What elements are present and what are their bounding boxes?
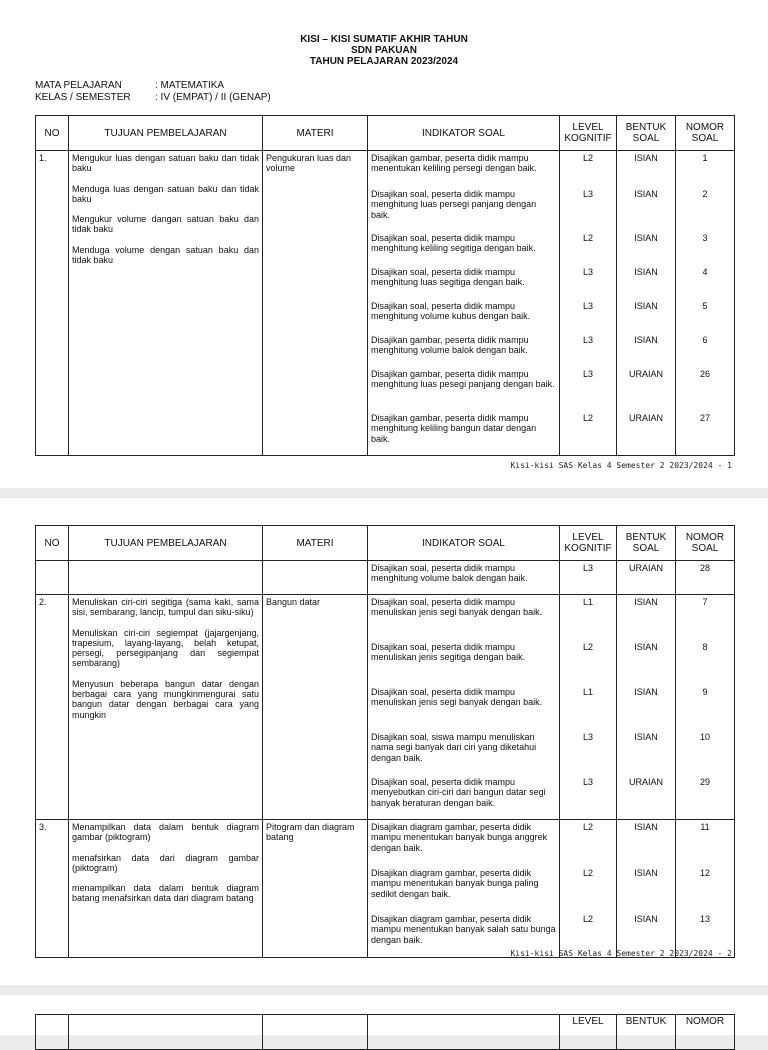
tujuan-item: Menuliskan ciri-ciri segiempat (jajargenjang, trapesium, layang-layang, belah ketupat, persegi, persegipanjang dan segiempat sembarang) (72, 627, 259, 669)
bentuk-value: ISIAN (634, 153, 658, 163)
indikator-text: Disajikan diagram gambar, peserta didik mampu menentukan banyak bunga paling sedikit dengan baik. (371, 868, 539, 899)
nomor-value: 4 (702, 267, 708, 277)
kisi-table-2 (35, 525, 735, 958)
class-key: KELAS / SEMESTER (35, 91, 131, 103)
indikator-text: Disajikan soal, peserta didik mampu menghitung volume kubus dengan baik. (371, 301, 531, 322)
header-bentuk-partial: BENTUK (617, 1015, 676, 1050)
nomor-value: 1 (702, 153, 708, 163)
bentuk-value: URAIAN (628, 369, 663, 379)
bentuk-value: ISIAN (634, 868, 658, 878)
level-value: L3 (582, 301, 593, 311)
doc-meta (35, 80, 271, 103)
level-value: L2 (582, 868, 593, 878)
materi-cell: Bangun datar (263, 595, 368, 820)
nomor-cell: 28 (676, 561, 735, 595)
level-value: L2 (582, 642, 593, 652)
tujuan-cell (69, 151, 263, 456)
class-value: : IV (EMPAT) / II (GENAP) (155, 91, 271, 103)
level-value: L3 (582, 732, 593, 742)
level-cell (560, 595, 617, 820)
materi-cell: Pitogram dan diagram batang (263, 820, 368, 958)
indikator-text: Disajikan diagram gambar, peserta didik mampu menentukan banyak bunga anggrek dengan baik. (371, 822, 548, 853)
doc-title: KISI – KISI SUMATIF AKHIR TAHUN (300, 34, 468, 45)
level-value: L3 (582, 189, 593, 199)
nomor-value: 10 (699, 732, 710, 742)
level-value: L2 (582, 413, 593, 423)
tujuan-item: menafsirkan data dari diagram gambar (piktogram) (72, 852, 259, 873)
bentuk-value: ISIAN (634, 335, 658, 345)
bentuk-cell (617, 151, 676, 456)
bentuk-value: ISIAN (634, 687, 658, 697)
header-tujuan: TUJUAN PEMBELAJARAN (69, 526, 263, 561)
header-no: NO (36, 526, 69, 561)
indikator-text: Disajikan soal, peserta didik mampu menuliskan jenis segitiga dengan baik. (371, 642, 526, 663)
level-cell (560, 151, 617, 456)
nomor-value: 5 (702, 301, 708, 311)
bentuk-value: URAIAN (628, 777, 663, 787)
bentuk-value: ISIAN (634, 642, 658, 652)
level-value: L2 (582, 914, 593, 924)
level-value: L3 (582, 777, 593, 787)
level-value: L1 (582, 597, 593, 607)
indikator-cell (368, 151, 560, 456)
bentuk-value: ISIAN (634, 267, 658, 277)
subject-value: : MATEMATIKA (155, 80, 225, 91)
tujuan-item: Menduga luas dengan satuan baku dan tidak baku (72, 183, 259, 204)
tujuan-item: Menduga volume dengan satuan baku dan tidak baku (72, 244, 259, 266)
table-header-row (36, 526, 735, 561)
nomor-cell (676, 595, 735, 820)
header-level: LEVEL KOGNITIF (560, 526, 617, 561)
header-bentuk: BENTUK SOAL (617, 526, 676, 561)
bentuk-value: ISIAN (634, 233, 658, 243)
indikator-text: Disajikan gambar, peserta didik mampu menghitung luas pesegi panjang dengan baik. (371, 369, 555, 390)
nomor-value: 8 (702, 642, 708, 652)
nomor-value: 26 (699, 369, 710, 379)
nomor-value: 12 (699, 868, 710, 878)
school-name: SDN PAKUAN (351, 45, 417, 56)
indikator-text: Disajikan soal, peserta didik mampu menyebutkan ciri-ciri dari bangun datar segi banyak beraturan dengan baik. (371, 777, 546, 808)
table-row (36, 595, 735, 820)
page-footer: Kisi-kisi SAS Kelas 4 Semester 2 2023/2024 - 1 (510, 461, 732, 470)
nomor-value: 6 (702, 335, 708, 345)
nomor-cell (676, 820, 735, 958)
row-no: 3. (36, 820, 69, 958)
tujuan-item: menampilkan data dalam bentuk diagram batang menafsirkan data dari diagram batang (72, 883, 259, 904)
row-no: 1. (36, 151, 69, 456)
bentuk-cell: URAIAN (617, 561, 676, 595)
indikator-text: Disajikan soal, peserta didik mampu menghitung luas segitiga dengan baik. (371, 267, 525, 288)
indikator-text: Disajikan gambar, peserta didik mampu menentukan keliling persegi dengan baik. (371, 153, 537, 174)
header-nomor-partial: NOMOR (676, 1015, 735, 1050)
bentuk-value: ISIAN (634, 597, 658, 607)
header-no: NO (36, 116, 69, 151)
header-materi: MATERI (263, 526, 368, 561)
indikator-text: Disajikan soal, peserta didik mampu menghitung luas persegi panjang dengan baik. (371, 189, 537, 220)
tujuan-item: Menampilkan data dalam bentuk diagram gambar (piktogram) (72, 822, 259, 843)
kisi-table-1 (35, 115, 735, 456)
indikator-text: Disajikan diagram gambar, peserta didik mampu menentukan banyak salah satu bunga dengan baik. (371, 914, 556, 945)
nomor-cell (676, 151, 735, 456)
header-indikator: INDIKATOR SOAL (368, 116, 560, 151)
header-indikator: INDIKATOR SOAL (368, 526, 560, 561)
subject-key: MATA PELAJARAN (35, 80, 122, 91)
indikator-text: Disajikan gambar, peserta didik mampu menghitung keliling bangun datar dengan baik. (371, 413, 537, 444)
level-value: L3 (582, 335, 593, 345)
indikator-text: Disajikan soal, peserta didik mampu menuliskan jenis segi banyak dengan baik. (371, 687, 543, 708)
bentuk-value: URAIAN (628, 413, 663, 423)
bentuk-value: ISIAN (634, 822, 658, 832)
header-level: LEVEL KOGNITIF (560, 116, 617, 151)
document-page-2 (0, 498, 768, 985)
header-level-partial: LEVEL (560, 1015, 617, 1050)
indikator-text: Disajikan soal, siswa mampu menuliskan nama segi banyak dari ciri yang diketahui dengan baik. (371, 732, 537, 763)
page-footer: Kisi-kisi SAS Kelas 4 Semester 2 2023/2024 - 2 (510, 949, 732, 958)
nomor-value: 27 (699, 413, 710, 423)
materi-cell: Pengukuran luas dan volume (263, 151, 368, 456)
bentuk-value: ISIAN (634, 914, 658, 924)
level-value: L2 (582, 153, 593, 163)
header-tujuan: TUJUAN PEMBELAJARAN (69, 116, 263, 151)
school-year: TAHUN PELAJARAN 2023/2024 (309, 56, 459, 67)
nomor-value: 7 (702, 597, 708, 607)
bentuk-value: ISIAN (634, 301, 658, 311)
nomor-value: 2 (702, 189, 708, 199)
table-row (36, 151, 735, 456)
level-value: L1 (582, 687, 593, 697)
nomor-value: 3 (702, 233, 708, 243)
indikator-cell (368, 595, 560, 820)
header-materi: MATERI (263, 116, 368, 151)
level-value: L2 (582, 233, 593, 243)
nomor-value: 29 (699, 777, 710, 787)
nomor-value: 11 (700, 822, 710, 832)
header-nomor: NOMOR SOAL (676, 526, 735, 561)
kisi-table-3 (35, 1014, 735, 1050)
indikator-cell: Disajikan soal, peserta didik mampu menghitung volume balok dengan baik. (368, 561, 560, 595)
tujuan-cell (69, 820, 263, 958)
bentuk-cell (617, 595, 676, 820)
tujuan-item: Mengukur volume dangan satuan baku dan tidak baku (72, 214, 259, 235)
level-value: L3 (582, 267, 593, 277)
level-cell: L3 (560, 561, 617, 595)
indikator-text: Disajikan soal, peserta didik mampu menuliskan jenis segi banyak dengan baik. (371, 597, 543, 618)
bentuk-value: ISIAN (634, 189, 658, 199)
nomor-value: 13 (699, 914, 710, 924)
document-page-3 (0, 995, 768, 1035)
table-header-row (36, 116, 735, 151)
header-bentuk: BENTUK SOAL (617, 116, 676, 151)
indikator-cell (368, 820, 560, 958)
table-row (36, 561, 735, 595)
document-page-1 (0, 0, 768, 488)
nomor-value: 9 (702, 687, 708, 697)
header-nomor: NOMOR SOAL (676, 116, 735, 151)
bentuk-cell (617, 820, 676, 958)
indikator-text: Disajikan soal, peserta didik mampu menghitung keliling segitiga dengan baik. (371, 233, 536, 254)
level-value: L3 (582, 369, 593, 379)
tujuan-item: Menyusun beberapa bangun datar dengan berbagai cara yang mungkinmengurai satu bangun datar dengan berbagai cara yang mungkin (72, 678, 259, 720)
tujuan-item: Mengukur luas dengan satuan baku dan tidak baku (72, 153, 259, 174)
tujuan-item: Menuliskan ciri-ciri segitiga (sama kaki, sama sisi, sembarang, lancip, tumpul dan siku-siku) (72, 597, 259, 618)
level-cell (560, 820, 617, 958)
bentuk-value: ISIAN (634, 732, 658, 742)
indikator-text: Disajikan gambar, peserta didik mampu menghitung volume balok dengan baik. (371, 335, 529, 356)
table-row (36, 820, 735, 958)
row-no: 2. (36, 595, 69, 820)
tujuan-cell (69, 595, 263, 820)
level-value: L2 (582, 822, 593, 832)
